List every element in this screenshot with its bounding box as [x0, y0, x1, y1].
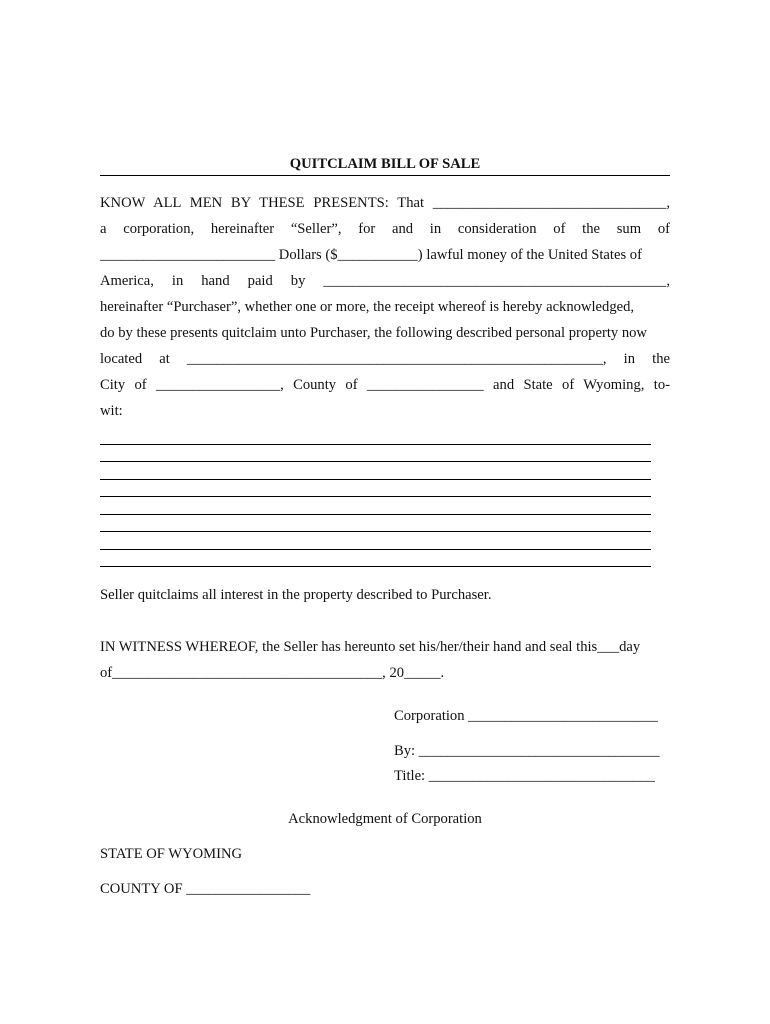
- description-blank-line[interactable]: [100, 549, 651, 550]
- county-line: COUNTY OF _________________: [100, 881, 311, 897]
- description-blank-line[interactable]: [100, 496, 651, 497]
- description-blank-line[interactable]: [100, 531, 651, 532]
- witness-line-1: IN WITNESS WHEREOF, the Seller has hereunto set his/her/their hand and seal this___day: [100, 639, 641, 655]
- witness-line-2: of_____________________________________, 20_____.: [100, 665, 445, 681]
- paragraph-line-4: America, in hand paid by _______________________________________________,: [100, 273, 670, 289]
- description-blank-line[interactable]: [100, 514, 651, 515]
- document-title: QUITCLAIM BILL OF SALE: [289, 156, 481, 172]
- signature-by: By: _________________________________: [394, 743, 660, 759]
- paragraph-line-5: hereinafter “Purchaser”, whether one or more, the receipt whereof is hereby acknowledged,: [100, 299, 635, 315]
- description-blank-line[interactable]: [100, 444, 651, 445]
- title-rule: [100, 175, 670, 176]
- state-line: STATE OF WYOMING: [100, 846, 243, 862]
- signature-corporation: Corporation __________________________: [394, 708, 658, 724]
- signature-title: Title: _______________________________: [394, 768, 655, 784]
- paragraph-line-1: KNOW ALL MEN BY THESE PRESENTS: That ________________________________,: [100, 195, 670, 211]
- description-blank-line[interactable]: [100, 566, 651, 567]
- paragraph-line-6: do by these presents quitclaim unto Purchaser, the following described personal property now: [100, 325, 647, 341]
- quitclaim-statement: Seller quitclaims all interest in the property described to Purchaser.: [100, 587, 492, 603]
- paragraph-line-3: ________________________ Dollars ($___________) lawful money of the United States of: [100, 247, 642, 263]
- paragraph-line-8: City of _________________, County of ________________ and State of Wyoming, to-: [100, 377, 670, 393]
- description-blank-line[interactable]: [100, 461, 651, 462]
- paragraph-line-7: located at _________________________________________________________, in the: [100, 351, 670, 367]
- paragraph-line-2: a corporation, hereinafter “Seller”, for and in consideration of the sum of: [100, 221, 670, 237]
- acknowledgment-heading: Acknowledgment of Corporation: [288, 811, 482, 827]
- paragraph-line-9: wit:: [100, 403, 123, 419]
- description-blank-line[interactable]: [100, 479, 651, 480]
